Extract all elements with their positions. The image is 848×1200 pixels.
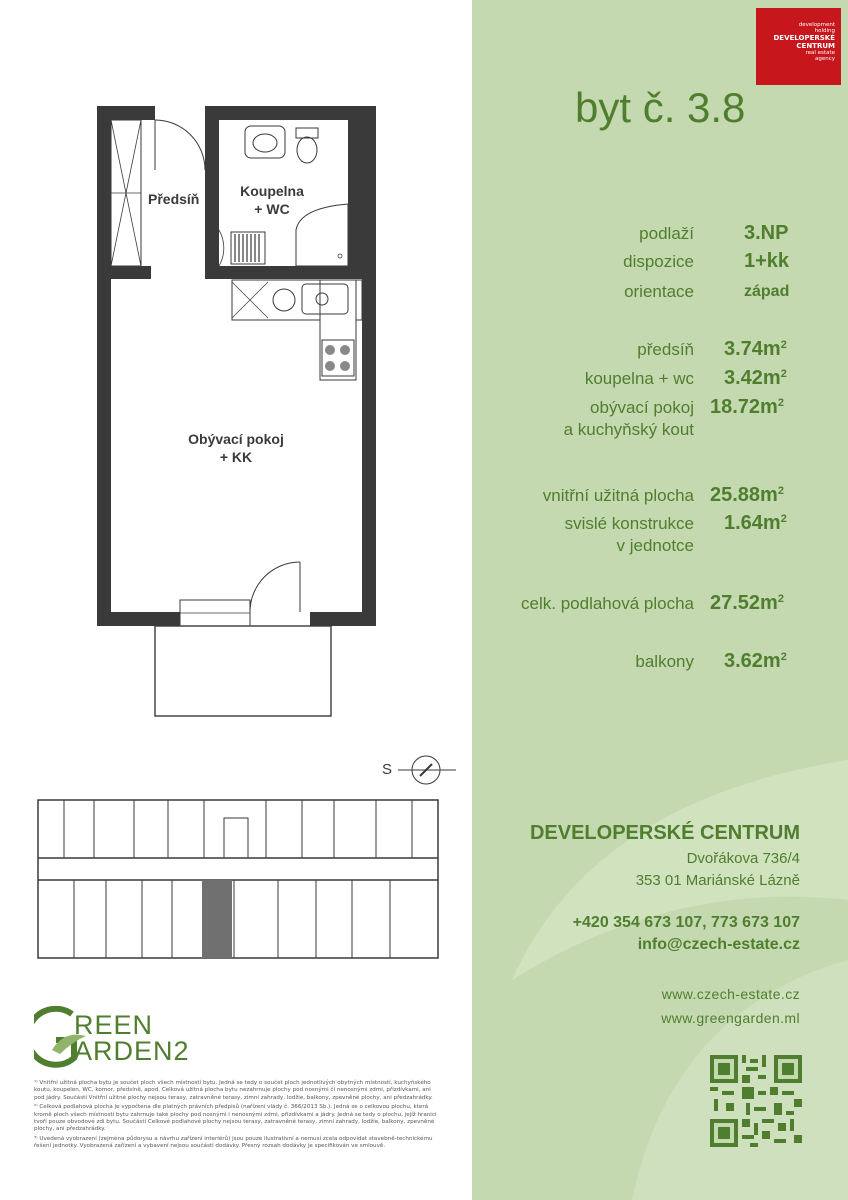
spec-living-unit: 2 <box>777 397 784 409</box>
spec-vertical-label: svislé konstrukce <box>564 514 694 533</box>
spec-vertical-unit: 2 <box>780 513 787 525</box>
spec-floor <box>472 220 848 248</box>
spec-orientation <box>472 278 848 306</box>
spec-floor-label: podlaží <box>639 224 694 243</box>
spec-usable-number: 25.88m <box>710 484 778 506</box>
company-name: DEVELOPERSKÉ CENTRUM <box>529 822 800 844</box>
project-logo-line1: REEN <box>74 1010 154 1040</box>
logo-line4: CENTRUM <box>796 42 835 50</box>
footnote-2: ²⁾ Celková podlahová plocha je vypočtena dle platných právních předpisů (nařízení vlády č. 366/2013 Sb.). Jedná se o celkovou plochu, která kromě ploch všech místností bytu zahrnuje také plochy pod nosnými i nenosnými zdmi, přizdívkami a jádry. Jedná se tedy o plochu, jejíž hranici tvoří pouze obvodové zdi bytu. Součástí Celkové podlahové plochy nejsou terasy, zatravněné terasy, zimní zahrady, lodžie, balkony, zpevněné plochy, ani předzahrádky. <box>34 1104 437 1133</box>
spec-total-value <box>710 592 784 615</box>
spec-total-label: celk. podlahová plocha <box>521 594 694 613</box>
room-label-bathroom <box>236 182 308 218</box>
room-label-living-line1: Obývací pokoj <box>188 431 284 447</box>
spec-living <box>472 394 848 439</box>
logo-line1: development <box>798 22 835 28</box>
spec-bath-label: koupelna + wc <box>584 369 694 388</box>
spec-layout-value: 1+kk <box>744 250 790 272</box>
spec-hall-unit: 2 <box>780 339 787 351</box>
room-label-living-line2: + KK <box>219 449 253 465</box>
spec-usable <box>472 482 848 510</box>
footnote-3: ³⁾ Uvedená vyobrazení (zejména půdorysu a návrhu zařízení interiérů) jsou pouze ilustrativní a nemusí zcela odpovídat stavebně-technickému řešení jednotky. Vyobrazená zařízení a vybavení nejsou součástí dodávky. Přesný rozsah dodávky je specifikován ve smlouvě. <box>34 1135 433 1150</box>
room-label-hall: Předsíň <box>148 191 200 207</box>
spec-total-unit: 2 <box>777 593 784 605</box>
room-label-bathroom-line2: + WC <box>254 201 290 217</box>
spec-bath-unit: 2 <box>780 368 787 380</box>
room-label-bathroom-line1: Koupelna <box>240 183 304 199</box>
developerske-centrum-logo <box>756 8 841 85</box>
spec-balcony-value <box>724 650 787 673</box>
logo-line5: real estate <box>805 50 835 56</box>
spec-orientation-label: orientace <box>624 282 694 301</box>
spec-usable-unit: 2 <box>777 485 784 497</box>
contact-phone[interactable]: +420 354 673 107, 773 673 107 <box>572 914 800 931</box>
spec-vertical-number: 1.64m <box>724 512 781 534</box>
spec-living-label: obývací pokoj <box>590 398 694 417</box>
building-site-plan <box>34 798 442 963</box>
logo-line2: holding <box>814 28 835 34</box>
spec-usable-value <box>710 484 784 507</box>
footnote-1: ¹⁾ Vnitřní užitná plocha bytu je součet ploch všech místností bytu. Jedná se tedy o součet ploch jednotlivých obytných místností, kuchyňského koutu, koupelen, WC, komor, předsíně, apod. Celková užitná plocha bytu nezahrnuje plochy pod nosnými či nenosnými zdmi, přizdívkami, ani pod jádry. Součástí Vnitřní užitné plochy nejsou terasy, zatravněné terasy, zimní zahrady, lodžie, balkony, zpevněné plochy, ani předzahrádky. <box>34 1080 433 1101</box>
spec-balcony-label: balkony <box>635 652 694 671</box>
spec-vertical-value <box>724 512 787 535</box>
spec-living-number: 18.72m <box>710 396 778 418</box>
website-link-1[interactable]: www.czech-estate.cz <box>661 986 800 1002</box>
footnotes <box>34 1080 438 1153</box>
website-link-2[interactable]: www.greengarden.ml <box>661 1010 800 1026</box>
spec-layout-label: dispozice <box>623 252 694 271</box>
spec-hall-value <box>724 338 787 361</box>
info-panel <box>472 0 848 1200</box>
spec-hall-number: 3.74m <box>724 338 781 360</box>
compass-letter: S <box>382 761 393 778</box>
spec-orientation-value: západ <box>744 283 790 300</box>
contact-email[interactable]: info@czech-estate.cz <box>637 936 800 953</box>
highlighted-unit <box>202 880 232 958</box>
spec-balcony-unit: 2 <box>780 651 787 663</box>
spec-hall-label: předsíň <box>637 340 694 359</box>
logo-line3: DEVELOPERSKÉ <box>773 34 835 42</box>
spec-total-number: 27.52m <box>710 592 778 614</box>
spec-bath-number: 3.42m <box>724 367 781 389</box>
spec-vertical-label2: v jednotce <box>616 536 694 555</box>
spec-hall <box>472 336 848 364</box>
project-logo-line2: ARDEN2 <box>74 1036 190 1066</box>
company-city: 353 01 Mariánské Lázně <box>635 872 800 889</box>
spec-layout <box>472 248 848 276</box>
spec-vertical <box>472 510 848 555</box>
spec-bath <box>472 365 848 393</box>
spec-bath-value <box>724 367 787 390</box>
spec-living-label2: a kuchyňský kout <box>563 420 694 439</box>
spec-floor-value: 3.NP <box>744 222 789 244</box>
compass-icon <box>380 750 460 790</box>
room-label-living <box>176 430 296 466</box>
apartment-title: byt č. 3.8 <box>575 84 746 131</box>
spec-usable-label: vnitřní užitná plocha <box>542 486 694 505</box>
floor-plan-drawing <box>0 0 472 760</box>
spec-total <box>472 590 848 618</box>
company-street: Dvořákova 736/4 <box>686 850 800 867</box>
spec-balcony-number: 3.62m <box>724 650 781 672</box>
spec-living-value <box>710 396 784 419</box>
spec-balcony <box>472 648 848 676</box>
logo-line6: agency <box>814 56 835 62</box>
qr-code-icon <box>710 1055 802 1147</box>
